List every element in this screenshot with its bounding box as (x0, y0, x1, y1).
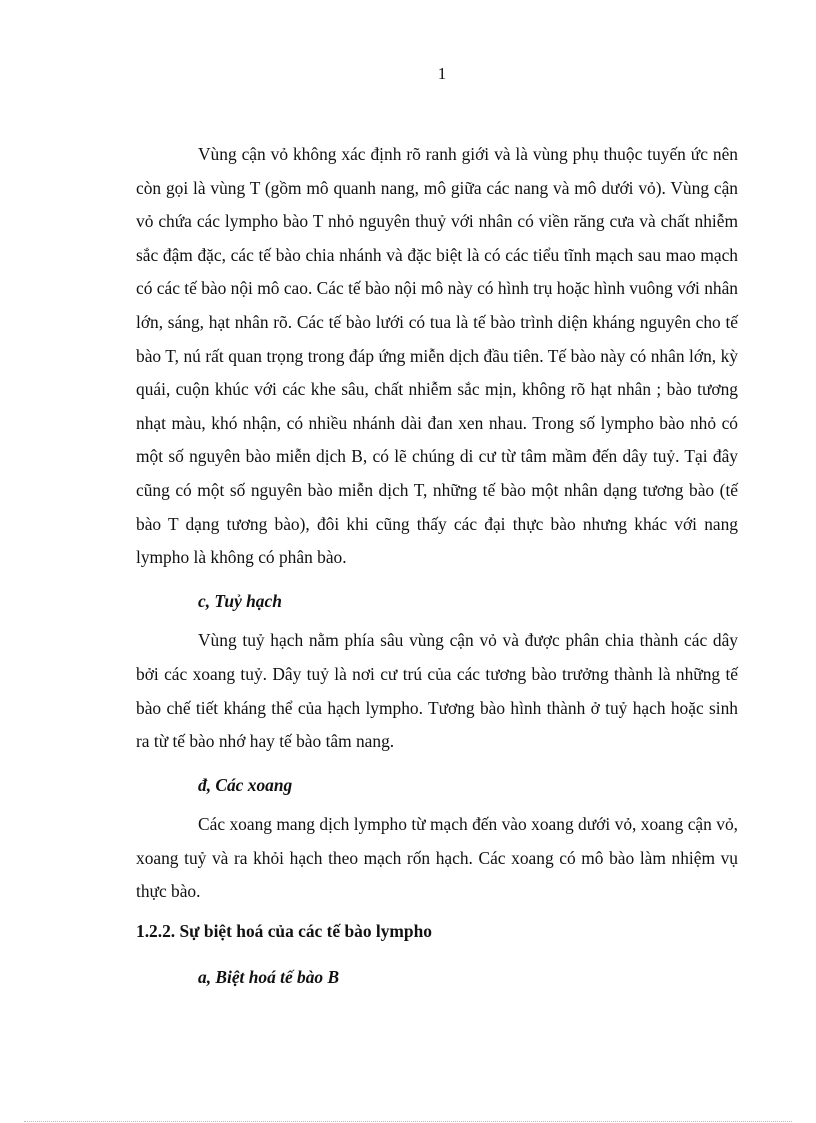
subheading-biet-hoa-te-bao-b: a, Biệt hoá tế bào B (198, 966, 340, 987)
paragraph-vung-tuy-hach: Vùng tuỷ hạch nằm phía sâu vùng cận vỏ và được phân chia thành các dây bởi các xoang tuỷ. Dây tuỷ là nơi cư trú của các tương bào trưởng thành là những tế bào chế tiết kháng thể của hạch lympho. Tương bào hình thành ở tuỷ hạch hoặc sinh ra từ tế bào nhớ hay tế bào tâm nang. (136, 630, 738, 752)
paragraph-cac-xoang: Các xoang mang dịch lympho từ mạch đến vào xoang dưới vỏ, xoang cận vỏ, xoang tuỷ và ra khỏi hạch theo mạch rốn hạch. Các xoang có mô bào làm nhiệm vụ thực bào. (136, 814, 738, 902)
page-number: 1 (437, 64, 447, 83)
page-bottom-divider (24, 1121, 792, 1122)
subheading-tuy-hach: c, Tuỷ hạch (198, 590, 282, 611)
section-heading-1-2-2: 1.2.2. Sự biệt hoá của các tế bào lympho (136, 921, 432, 942)
document-body (136, 138, 738, 1000)
paragraph-vung-can-vo: Vùng cận vỏ không xác định rõ ranh giới và là vùng phụ thuộc tuyến ức nên còn gọi là vùng T (gồm mô quanh nang, mô giữa các nang và mô dưới vỏ). Vùng cận vỏ chứa các lympho bào T nhỏ nguyên thuỷ với nhân có viền răng cưa và chất nhiễm sắc đậm đặc, các tế bào chia nhánh và đặc biệt là có các tiểu tĩnh mạch sau mao mạch có các tế bào nội mô cao. Các tế bào nội mô này có hình trụ hoặc hình vuông với nhân lớn, sáng, hạt nhân rõ. Các tế bào lưới có tua là tế bào trình diện kháng nguyên cho tế bào T, nú rất quan trọng trong đáp ứng miễn dịch đầu tiên. Tế bào này có nhân lớn, kỳ quái, cuộn khúc với các khe sâu, chất nhiễm sắc mịn, không rõ hạt nhân ; bào tương nhạt màu, khó nhận, có nhiều nhánh dài đan xen nhau. Trong số lympho bào nhỏ có một số nguyên bào miễn dịch B, có lẽ chúng di cư từ tâm mầm đến dây tuỷ. Tại đây cũng có một số nguyên bào miễn dịch T, những tế bào một nhân dạng tương bào (tế bào T dạng tương bào), đôi khi cũng thấy các đại thực bào nhưng khác với nang lympho là không có phân bào. (136, 144, 738, 568)
subheading-cac-xoang: đ, Các xoang (198, 774, 293, 795)
